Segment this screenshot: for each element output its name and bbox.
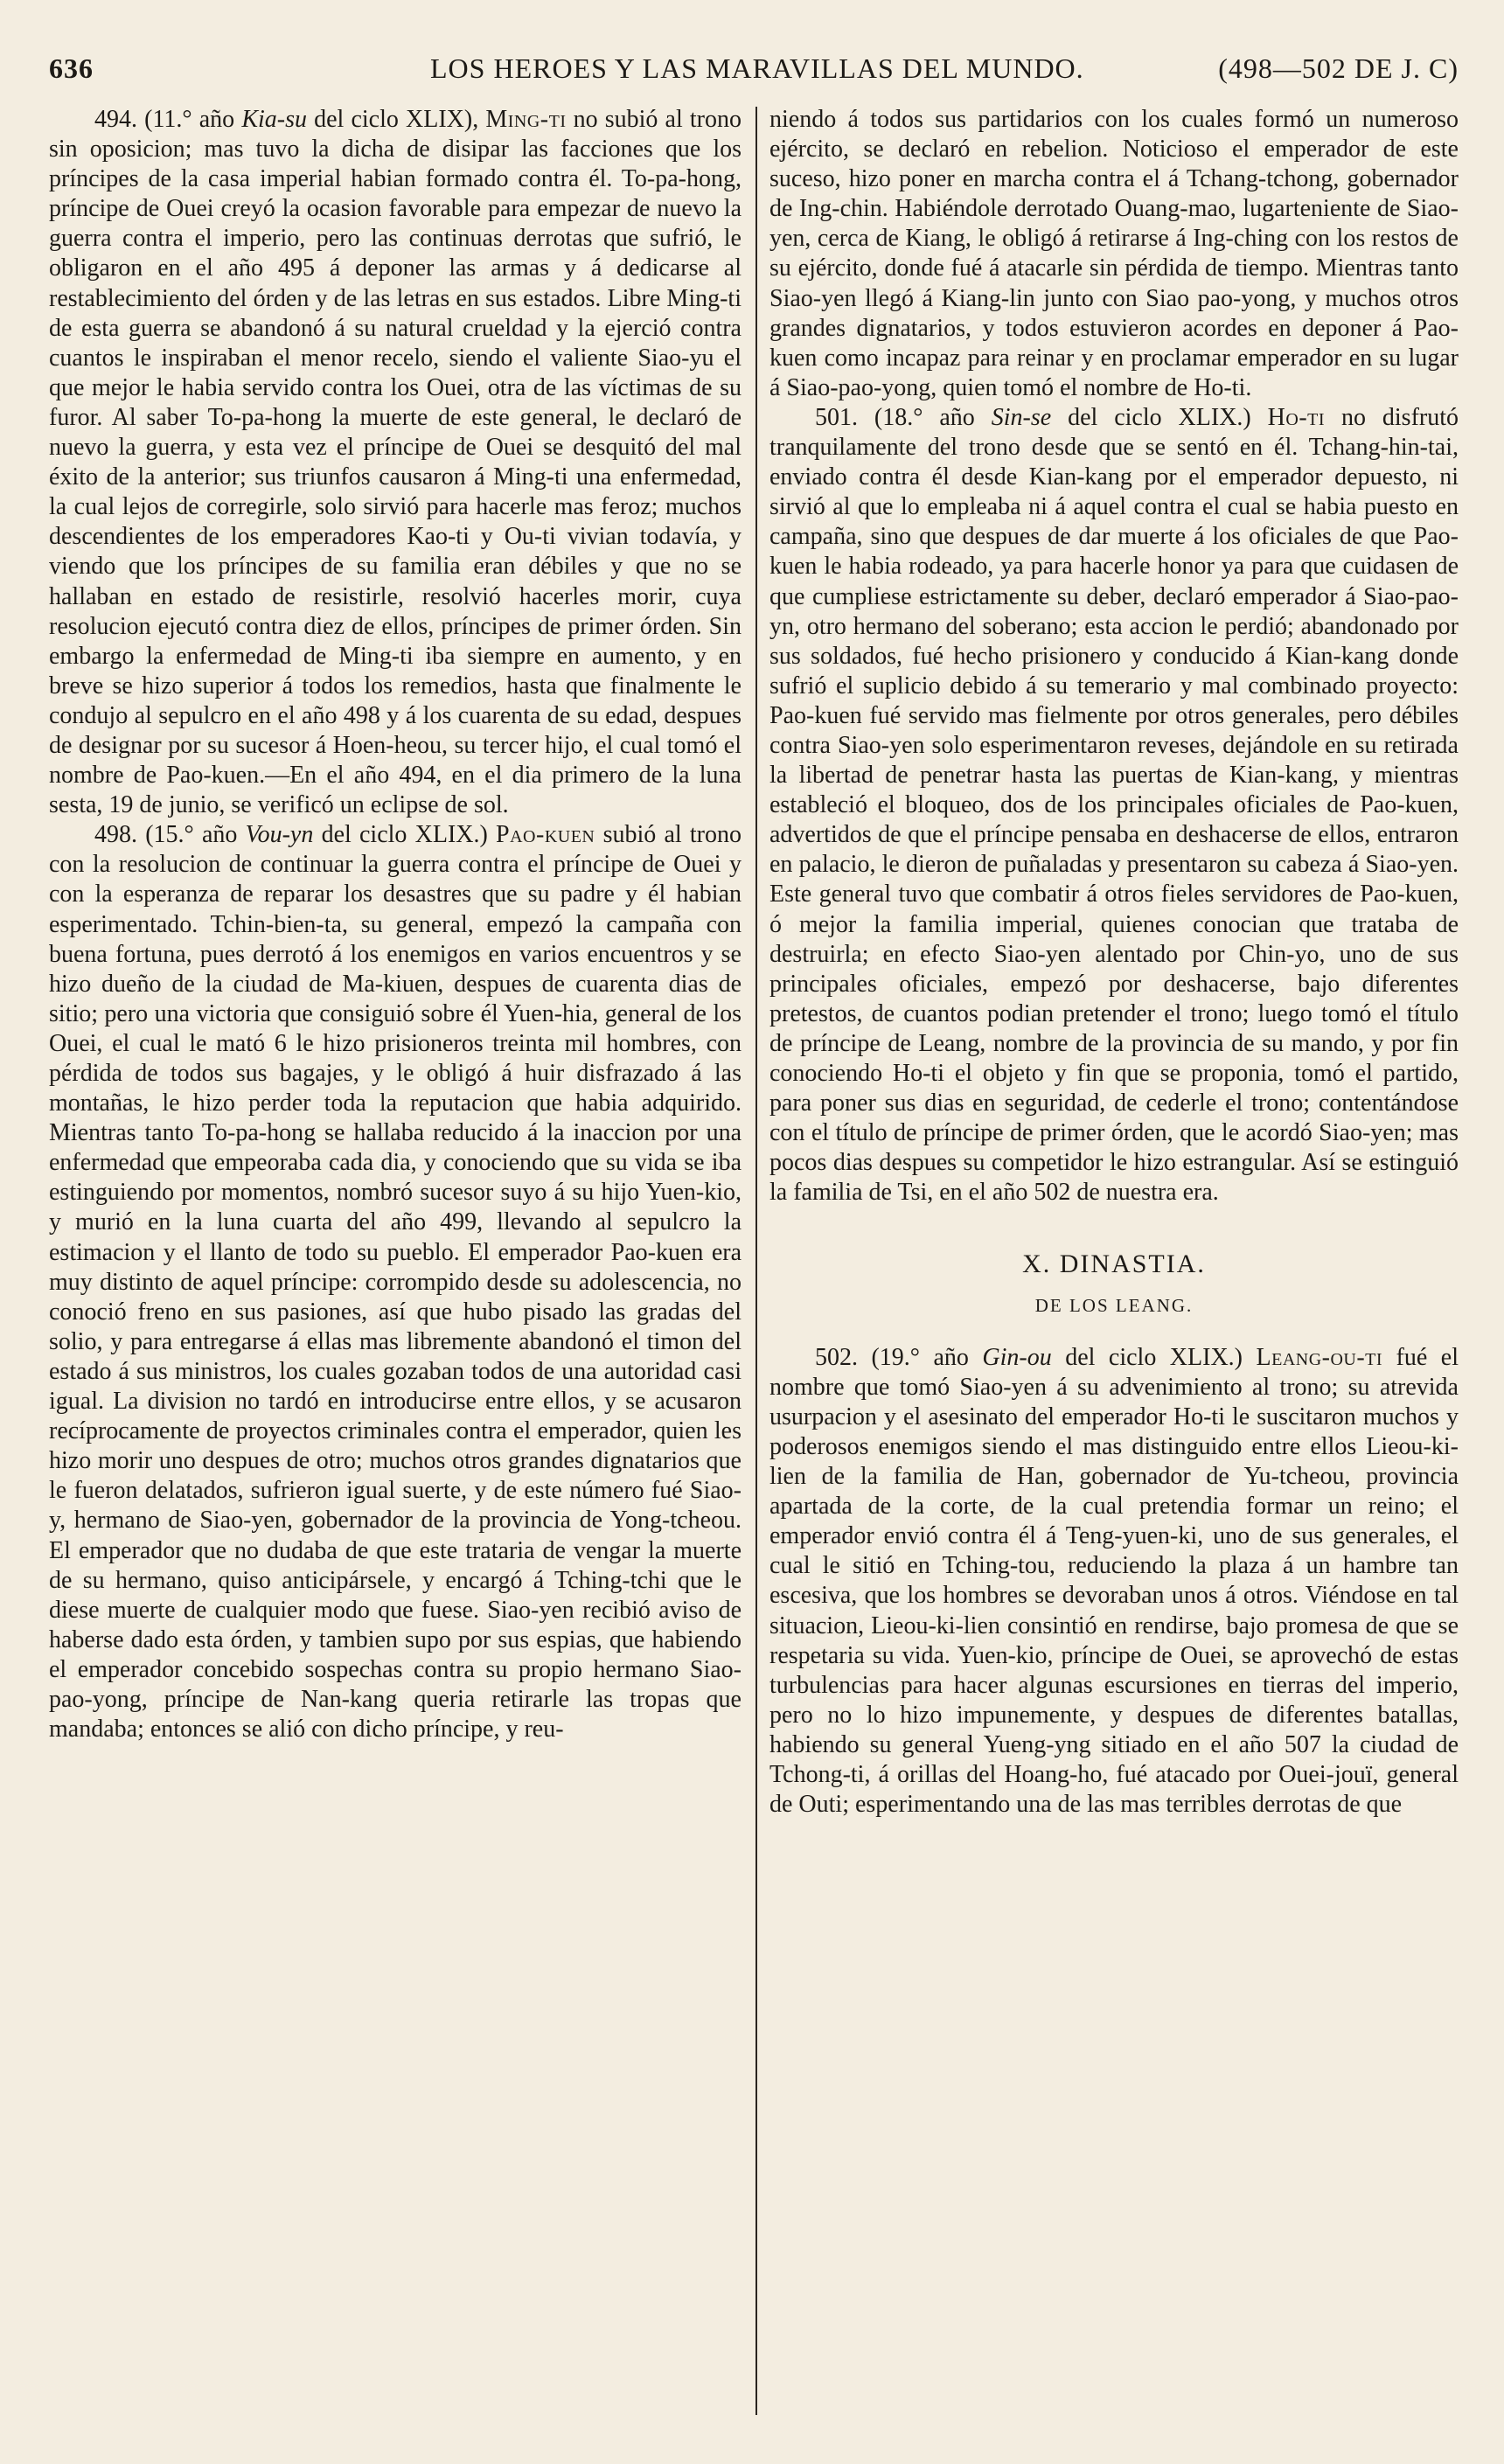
paragraph-body: subió al trono con la resolucion de continuar la guerra contra el príncipe de Ouei y con la esperanza de reparar los desastres que su padre y él habian esperimentado. Tchin-bien-ta, su general, empezó la campaña con buena fortuna, pues derrotó á los enemigos en varios encuentros y se hizo dueño de la ciudad de Ma-kiuen, despues de cuarenta dias de sitio; pero una victoria que consiguió sobre él Yuen-hia, general de los Ouei, el cual le mató 6 le hizo prisioneros treinta mil hombres, con pérdida de todos sus bagajes, y le obligó á huir disfrazado á las montañas, le hizo perder toda la reputacion que habia adquirido. Mientras tanto To-pa-hong se hallaba reducido á la inaccion por una enfermedad que empeoraba cada dia, y conociendo que su vida se iba estinguiendo por momentos, nombró sucesor suyo á su hijo Yuen-kio, y murió en la luna cuarta del año 499, llevando al sepulcro la estimacion y el llanto de todo su pueblo. El emperador Pao-kuen era muy distinto de aquel príncipe: corrompido desde su adolescencia, no conoció freno en sus pasiones, así que hubo pisado las gradas del solio, y para entregarse á ellas mas libremente abandonó el timon del estado á sus ministros, los cuales gozaban todos de una autoridad casi igual. La division no tardó en introducirse entre ellos, y se acusaron recíprocamente de proyectos criminales contra el emperador, quien les hizo morir uno despues de otro; muchos otros grandes dignatarios que le fueron delatados, sufrieron igual suerte, y de este número fué Siao-y, hermano de Siao-yen, gobernador de la provincia de Yong-tcheou. El emperador que no dudaba de que este trataria de vengar la muerte de su hermano, quiso anticipársele, y encargó á Tching-tchi que le diese muerte de cualquier modo que fuese. Siao-yen recibió aviso de haberse dado esta órden, y tambien supo por sus espias, que habiendo el emperador concebido sospechas contra su propio hermano Siao-pao-yong, príncipe de Nan-kang queria retirarle las tropas que mandaba; entonces se alió con dicho príncipe, y reu- [49, 821, 742, 1744]
paragraph-498: 498. (15.° año Vou-yn del ciclo XLIX.) Pao-kuen subió al trono con la resolucion de continuar la guerra contra el príncipe de Ouei y con la esperanza de reparar los desastres que su padre y él habian esperimentado. Tchin-bien-ta, su general, empezó la campaña con buena fortuna, pues derrotó á los enemigos en varios encuentros y se hizo dueño de la ciudad de Ma-kiuen, despues de cuarenta dias de sitio; pero una victoria que consiguió sobre él Yuen-hia, general de los Ouei, el cual le mató 6 le hizo prisioneros treinta mil hombres, con pérdida de todos sus bagajes, y le obligó á huir disfrazado á las montañas, le hizo perder toda la reputacion que habia adquirido. Mientras tanto To-pa-hong se hallaba reducido á la inaccion por una enfermedad que empeoraba cada dia, y conociendo que su vida se iba estinguiendo por momentos, nombró sucesor suyo á su hijo Yuen-kio, y murió en la luna cuarta del año 499, llevando al sepulcro la estimacion y el llanto de todo su pueblo. El emperador Pao-kuen era muy distinto de aquel príncipe: corrompido desde su adolescencia, no conoció freno en sus pasiones, así que hubo pisado las gradas del solio, y para entregarse á ellas mas libremente abandonó el timon del estado á sus ministros, los cuales gozaban todos de una autoridad casi igual. La division no tardó en introducirse entre ellos, y se acusaron recíprocamente de proyectos criminales contra el emperador, quien les hizo morir uno despues de otro; muchos otros grandes dignatarios que le fueron delatados, sufrieron igual suerte, y de este número fué Siao-y, hermano de Siao-yen, gobernador de la provincia de Yong-tcheou. El emperador que no dudaba de que este trataria de vengar la muerte de su hermano, quiso anticipársele, y encargó á Tching-tchi que le diese muerte de cualquier modo que fuese. Siao-yen recibió aviso de haberse dado esta órden, y tambien supo por sus espias, que habiendo el emperador concebido sospechas contra su propio hermano Siao-pao-yong, príncipe de Nan-kang queria retirarle las tropas que mandaba; entonces se alió con dicho príncipe, y reu- [49, 821, 742, 1744]
dynasty-subheading: DE LOS LEANG. [1034, 1294, 1194, 1316]
ruler-name: Pao-kuen [496, 821, 595, 849]
entry-number: 502. [815, 1343, 858, 1371]
paragraph-494: 494. (11.° año Kia-su del ciclo XLIX), Ming-ti no subió al trono sin oposicion; mas tuvo la dicha de disipar las facciones que los príncipes de la casa imperial habian formado contra él. To-pa-hong, príncipe de Ouei creyó la ocasion favorable para empezar de nuevo la guerra contra el imperio, pero las continuas derrotas que sufrió, le obligaron en el año 495 á deponer las armas y á dedicarse al restablecimiento del órden y de las letras en sus estados. Libre Ming-ti de esta guerra se abandonó á su natural crueldad y la ejerció contra cuantos le inspiraban el menor recelo, siendo el valiente Siao-yu el que mejor le habia servido contra los Ouei, otra de las víctimas de su furor. Al saber To-pa-hong la muerte de este general, le declaró de nuevo la guerra, y esta vez el príncipe de Ouei se desquitó del mal éxito de la anterior; sus triunfos causaron á Ming-ti una enfermedad, la cual lejos de corregirle, solo sirvió para hacerle mas feroz; muchos descendientes de los emperadores Kao-ti y Ou-ti vivian todavía, y viendo que los príncipes de su familia eran débiles y que no se hallaban en estado de resistirle, resolvió hacerles morir, cuya resolucion ejecutó contra diez de ellos, príncipes de primer órden. Sin embargo la enfermedad de Ming-ti iba siempre en aumento, y en breve se hizo superior á todos los remedios, hasta que finalmente le condujo al sepulcro en el año 498 y á los cuarenta de su edad, despues de designar por su sucesor á Hoen-heou, su tercer hijo, el cual tomó el nombre de Pao-kuen.—En el año 494, en el dia primero de la luna sesta, 19 de junio, se verificó un eclipse de sol. [49, 106, 742, 819]
entry-number: 501. [815, 403, 858, 431]
paragraph-501: 501. (18.° año Sin-se del ciclo XLIX.) Ho-ti no disfrutó tranquilamente del trono desde que se sentó en él. Tchang-hin-tai, enviado contra él desde Kian-kang por el emperador depuesto, ni sirvió al que lo empleaba ni á aquel contra el cual se habia puesto en campaña, sino que despues de dar muerte á los oficiales de que Pao-kuen le habia rodeado, ya para hacerle honor ya para que cuidasen de que cumpliese estrictamente su deber, declaró emperador á Siao-pao-yn, otro hermano del soberano; esta accion le perdió; abandonado por sus soldados, fué hecho prisionero y conducido á Kian-kang donde sufrió el suplicio debido á su temerario y mal combinado proyecto: Pao-kuen fué servido mas fielmente por otros generales, pero débiles contra Siao-yen solo esperimentaron reveses, dejándole en su retirada la libertad de penetrar hasta las puertas de Kian-kang, y mientras estableció el bloqueo, dos de los principales oficiales de Pao-kuen, advertidos de que el príncipe pensaba en deshacerse de ellos, entraron en palacio, le dieron de puñaladas y presentaron su cabeza á Siao-yen. Este general tuvo que combatir á otros fieles servidores de Pao-kuen, ó mejor la familia imperial, quienes conocian que trataba de destruirla; en efecto Siao-yen alentado por Chin-yo, uno de sus principales oficiales, empezó por deshacerse, bajo diferentes pretestos, de cuantos podian pretender el trono; luego tomó el título de príncipe de Leang, nombre de la provincia de su mando, y por fin conociendo Ho-ti el objeto y fin que se proponia, tomó el partido, para poner sus dias en seguridad, de cederle el trono; contentándose con el título de príncipe de primer órden, que le acordó Siao-yen; mas pocos dias despues su competidor le hizo estrangular. Así se estinguió la familia de Tsi, en el año 502 de nuestra era. [769, 403, 1459, 1207]
entry-number: 498. [94, 821, 137, 849]
cycle-name: Gin-ou [982, 1343, 1052, 1371]
running-title: LOS HEROES Y LAS MARAVILLAS DEL MUNDO. [430, 52, 1084, 84]
paragraph-body: no subió al trono sin oposicion; mas tuvo la dicha de disipar las facciones que los príncipes de la casa imperial habian formado contra él. To-pa-hong, príncipe de Ouei creyó la ocasion favorable para empezar de nuevo la guerra contra el imperio, pero las continuas derrotas que sufrió, le obligaron en el año 495 á deponer las armas y á dedicarse al restablecimiento del órden y de las letras en sus estados. Libre Ming-ti de esta guerra se abandonó á su natural crueldad y la ejerció contra cuantos le inspiraban el menor recelo, siendo el valiente Siao-yu el que mejor le habia servido contra los Ouei, otra de las víctimas de su furor. Al saber To-pa-hong la muerte de este general, le declaró de nuevo la guerra, y esta vez el príncipe de Ouei se desquitó del mal éxito de la anterior; sus triunfos causaron á Ming-ti una enfermedad, la cual lejos de corregirle, solo sirvió para hacerle mas feroz; muchos descendientes de los emperadores Kao-ti y Ou-ti vivian todavía, y viendo que los príncipes de su familia eran débiles y que no se hallaban en estado de resistirle, resolvió hacerles morir, cuya resolucion ejecutó contra diez de ellos, príncipes de primer órden. Sin embargo la enfermedad de Ming-ti iba siempre en aumento, y en breve se hizo superior á todos los remedios, hasta que finalmente le condujo al sepulcro en el año 498 y á los cuarenta de su edad, despues de designar por su sucesor á Hoen-heou, su tercer hijo, el cual tomó el nombre de Pao-kuen.—En el año 494, en el dia primero de la luna sesta, 19 de junio, se verificó un eclipse de sol. [49, 106, 742, 819]
paragraph-502: 502. (19.° año Gin-ou del ciclo XLIX.) Leang-ou-ti fué el nombre que tomó Siao-yen á su advenimiento al trono; su atrevida usurpacion y el asesinato del emperador Ho-ti le suscitaron muchos y poderosos enemigos siendo el mas distinguido entre ellos Lieou-ki-lien de la familia de Han, gobernador de Yu-tcheou, provincia apartada de la corte, de la cual pretendia formar un reino; el emperador envió contra él á Teng-yuen-ki, uno de sus generales, el cual le sitió en Tching-tou, reduciendo la plaza á un hambre tan escesiva, que los hombres se devoraban unos á otros. Viéndose en tal situacion, Lieou-ki-lien consintió en rendirse, bajo promesa de que se respetaria su vida. Yuen-kio, príncipe de Ouei, se aprovechó de estas turbulencias para hacer algunas escursiones en tierras del imperio, pero no lo hizo impunemente, y despues de diferentes batallas, habiendo su general Yueng-yng sitiado en el año 507 la ciudad de Tchong-ti, á orillas del Hoang-ho, fué atacado por Ouei-jouï, general de Outi; esperimentando una de las mas terribles derrotas de que [769, 1343, 1459, 1819]
column-divider [755, 107, 757, 2415]
dynasty-heading: X. DINASTIA. [1022, 1249, 1206, 1279]
cycle-name: Kia-su [241, 106, 307, 133]
cycle-name: Vou-yn [245, 821, 314, 849]
paragraph-continuation: niendo á todos sus partidarios con los cuales formó un numeroso ejército, se declaró en rebelion. Noticioso el emperador de este suceso, hizo poner en marcha contra el á Tchang-tchong, gobernador de Ing-chin. Habiéndole derrotado Ouang-mao, lugarteniente de Siao-yen, cerca de Kiang, le obligó á retirarse á Ing-ching con los restos de su ejército, donde fué á atacarle sin pérdida de tiempo. Mientras tanto Siao-yen llegó á Kiang-lin junto con Siao pao-yong, y muchos otros grandes dignatarios, y todos estuvieron acordes en deponer á Pao-kuen como incapaz para reinar y en proclamar emperador en su lugar á Siao-pao-yong, quien tomó el nombre de Ho-ti. [769, 106, 1459, 401]
entry-number: 494. [94, 106, 137, 133]
page-number: 636 [49, 52, 94, 84]
right-column [769, 105, 1459, 2422]
date-range: (498—502 DE J. C) [1218, 52, 1459, 84]
ruler-name: Ming-ti [485, 106, 567, 133]
paragraph-body: fué el nombre que tomó Siao-yen á su advenimiento al trono; su atrevida usurpacion y el asesinato del emperador Ho-ti le suscitaron muchos y poderosos enemigos siendo el mas distinguido entre ellos Lieou-ki-lien de la familia de Han, gobernador de Yu-tcheou, provincia apartada de la corte, de la cual pretendia formar un reino; el emperador envió contra él á Teng-yuen-ki, uno de sus generales, el cual le sitió en Tching-tou, reduciendo la plaza á un hambre tan escesiva, que los hombres se devoraban unos á otros. Viéndose en tal situacion, Lieou-ki-lien consintió en rendirse, bajo promesa de que se respetaria su vida. Yuen-kio, príncipe de Ouei, se aprovechó de estas turbulencias para hacer algunas escursiones en tierras del imperio, pero no lo hizo impunemente, y despues de diferentes batallas, habiendo su general Yueng-yng sitiado en el año 507 la ciudad de Tchong-ti, á orillas del Hoang-ho, fué atacado por Ouei-jouï, general de Outi; esperimentando una de las mas terribles derrotas de que [769, 1343, 1459, 1819]
paragraph-body: no disfrutó tranquilamente del trono desde que se sentó en él. Tchang-hin-tai, enviado contra él desde Kian-kang por el emperador depuesto, ni sirvió al que lo empleaba ni á aquel contra el cual se habia puesto en campaña, sino que despues de dar muerte á los oficiales de que Pao-kuen le habia rodeado, ya para hacerle honor ya para que cuidasen de que cumpliese estrictamente su deber, declaró emperador á Siao-pao-yn, otro hermano del soberano; esta accion le perdió; abandonado por sus soldados, fué hecho prisionero y conducido á Kian-kang donde sufrió el suplicio debido á su temerario y mal combinado proyecto: Pao-kuen fué servido mas fielmente por otros generales, pero débiles contra Siao-yen solo esperimentaron reveses, dejándole en su retirada la libertad de penetrar hasta las puertas de Kian-kang, y mientras estableció el bloqueo, dos de los principales oficiales de Pao-kuen, advertidos de que el príncipe pensaba en deshacerse de ellos, entraron en palacio, le dieron de puñaladas y presentaron su cabeza á Siao-yen. Este general tuvo que combatir á otros fieles servidores de Pao-kuen, ó mejor la familia imperial, quienes conocian que trataba de destruirla; en efecto Siao-yen alentado por Chin-yo, uno de sus principales oficiales, empezó por deshacerse, bajo diferentes pretestos, de cuantos podian pretender el trono; luego tomó el título de príncipe de Leang, nombre de la provincia de su mando, y por fin conociendo Ho-ti el objeto y fin que se proponia, tomó el partido, para poner sus dias en seguridad, de cederle el trono; contentándose con el título de príncipe de primer órden, que le acordó Siao-yen; mas pocos dias despues su competidor le hizo estrangular. Así se estinguió la familia de Tsi, en el año 502 de nuestra era. [769, 403, 1459, 1207]
running-header [49, 52, 1459, 98]
ruler-name: Ho-ti [1267, 403, 1326, 431]
cycle-name: Sin-se [991, 403, 1052, 431]
left-column [49, 105, 742, 2422]
ruler-name: Leang-ou-ti [1256, 1343, 1383, 1371]
